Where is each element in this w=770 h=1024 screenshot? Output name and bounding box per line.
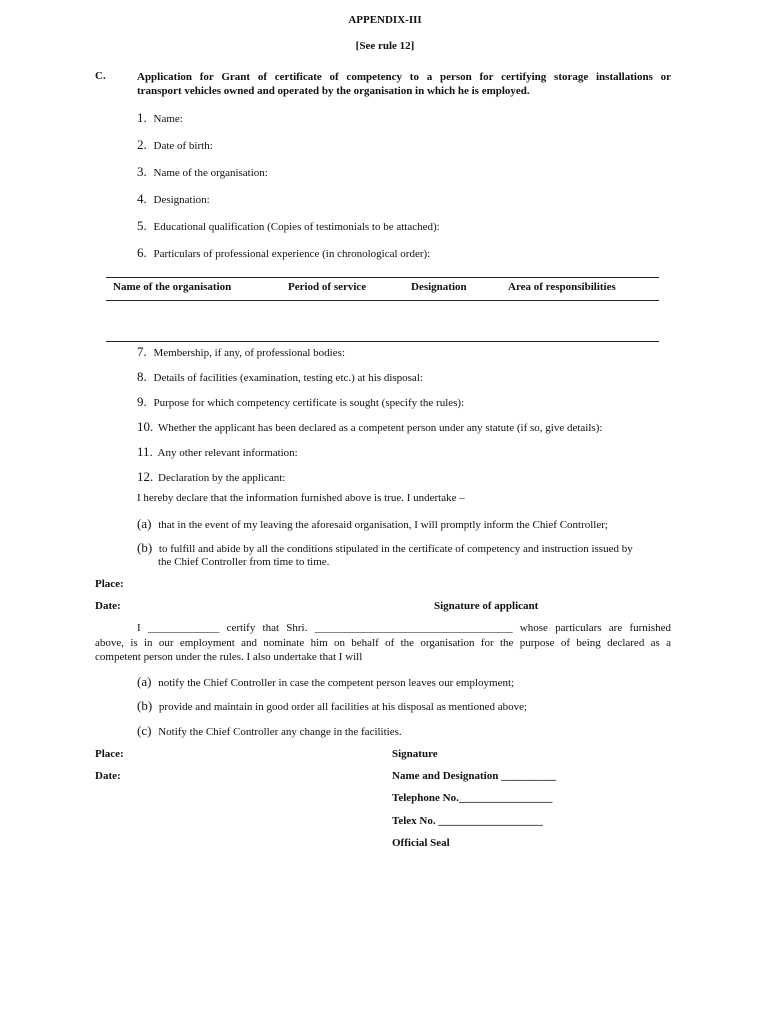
rule-reference: [See rule 12]: [355, 40, 415, 52]
table-header-period: Period of service: [288, 281, 367, 293]
appendix-title: APPENDIX-III: [348, 14, 422, 26]
item-text: Notify the Chief Controller any change in the facilities.: [158, 726, 402, 738]
item-10: [137, 419, 602, 435]
item-11: [137, 444, 298, 460]
declaration-item-a: [137, 516, 608, 532]
item-text: Educational qualification (Copies of testimonials to be attached):: [153, 221, 440, 233]
employer-signature-label: Signature: [392, 748, 438, 760]
table-header-organisation: Name of the organisation: [113, 281, 232, 293]
table-header-designation: Designation: [411, 281, 467, 293]
item-number: 8.: [137, 369, 147, 384]
item-1: [137, 110, 183, 126]
item-number: 10.: [137, 419, 154, 434]
item-text: Any other relevant information:: [157, 447, 298, 459]
item-number: 6.: [137, 245, 147, 260]
table-header-responsibilities: Area of responsibilities: [508, 281, 616, 293]
item-number: 11.: [137, 444, 153, 459]
employer-item-a: [137, 674, 514, 690]
employer-cert-line3: competent person under the rules. I also undertake that I will: [95, 651, 363, 663]
item-text: Membership, if any, of professional bodies:: [153, 347, 345, 359]
item-text: Purpose for which competency certificate is sought (specify the rules):: [153, 397, 465, 409]
item-text: Date of birth:: [153, 140, 213, 152]
item-6: [137, 245, 430, 261]
item-text: Name:: [153, 113, 183, 125]
item-8: [137, 369, 423, 385]
declaration-item-b-cont: the Chief Controller from time to time.: [158, 556, 330, 568]
item-2: [137, 137, 213, 153]
item-12: [137, 469, 285, 485]
table-header-rule: [106, 300, 659, 301]
item-label: (b): [137, 540, 153, 555]
declaration-intro: I hereby declare that the information furnished above is true. I undertake –: [137, 492, 465, 504]
applicant-date-label: Date:: [95, 600, 121, 612]
item-7: [137, 344, 345, 360]
item-number: 7.: [137, 344, 147, 359]
item-number: 4.: [137, 191, 147, 206]
item-text: Designation:: [153, 194, 210, 206]
item-number: 12.: [137, 469, 154, 484]
item-text: notify the Chief Controller in case the competent person leaves our employment;: [158, 677, 515, 689]
table-top-rule: [106, 277, 659, 278]
item-text: Particulars of professional experience (in chronological order):: [153, 248, 431, 260]
employer-place-label: Place:: [95, 748, 124, 760]
employer-item-b: [137, 698, 527, 714]
table-bottom-rule: [106, 341, 659, 342]
official-seal-label: Official Seal: [392, 837, 450, 849]
item-label: (a): [137, 516, 152, 531]
item-text: Details of facilities (examination, testing etc.) at his disposal:: [153, 372, 423, 384]
applicant-signature-label: Signature of applicant: [434, 600, 539, 612]
item-5: [137, 218, 440, 234]
section-heading-line2: transport vehicles owned and operated by the organisation in which he is employed.: [137, 85, 530, 97]
item-text: that in the event of my leaving the aforesaid organisation, I will promptly inform the Chief Controller;: [158, 519, 608, 531]
item-text: Declaration by the applicant:: [158, 472, 286, 484]
item-label: (b): [137, 698, 153, 713]
item-number: 9.: [137, 394, 147, 409]
applicant-place-label: Place:: [95, 578, 124, 590]
item-4: [137, 191, 210, 207]
section-heading-line1: Application for Grant of certificate of competency to a person for certifying storage installations or: [137, 71, 671, 83]
item-text: provide and maintain in good order all facilities at his disposal as mentioned above;: [158, 701, 528, 713]
item-text: to fulfill and abide by all the conditions stipulated in the certificate of competency and instruction issued by: [158, 543, 633, 555]
item-number: 5.: [137, 218, 147, 233]
item-text: Whether the applicant has been declared as a competent person under any statute (if so, give details):: [158, 422, 603, 434]
employer-telephone: Telephone No._________________: [392, 792, 553, 804]
employer-cert-line1: I _____________ certify that Shri. ____________________________________ whose particulars are furnished: [137, 622, 671, 634]
item-text: Name of the organisation:: [153, 167, 268, 179]
employer-item-c: [137, 723, 402, 739]
employer-cert-line2: above, is in our employment and nominate him on behalf of the organisation for the purpose of being declared as a: [95, 637, 671, 649]
declaration-item-b: [137, 540, 633, 556]
item-label: (a): [137, 674, 152, 689]
employer-name-designation: Name and Designation __________: [392, 770, 557, 782]
item-number: 2.: [137, 137, 147, 152]
employer-date-label: Date:: [95, 770, 121, 782]
item-number: 1.: [137, 110, 147, 125]
employer-telex: Telex No. ___________________: [392, 815, 543, 827]
section-letter: C.: [95, 70, 106, 82]
item-3: [137, 164, 268, 180]
item-number: 3.: [137, 164, 147, 179]
item-label: (c): [137, 723, 152, 738]
item-9: [137, 394, 464, 410]
